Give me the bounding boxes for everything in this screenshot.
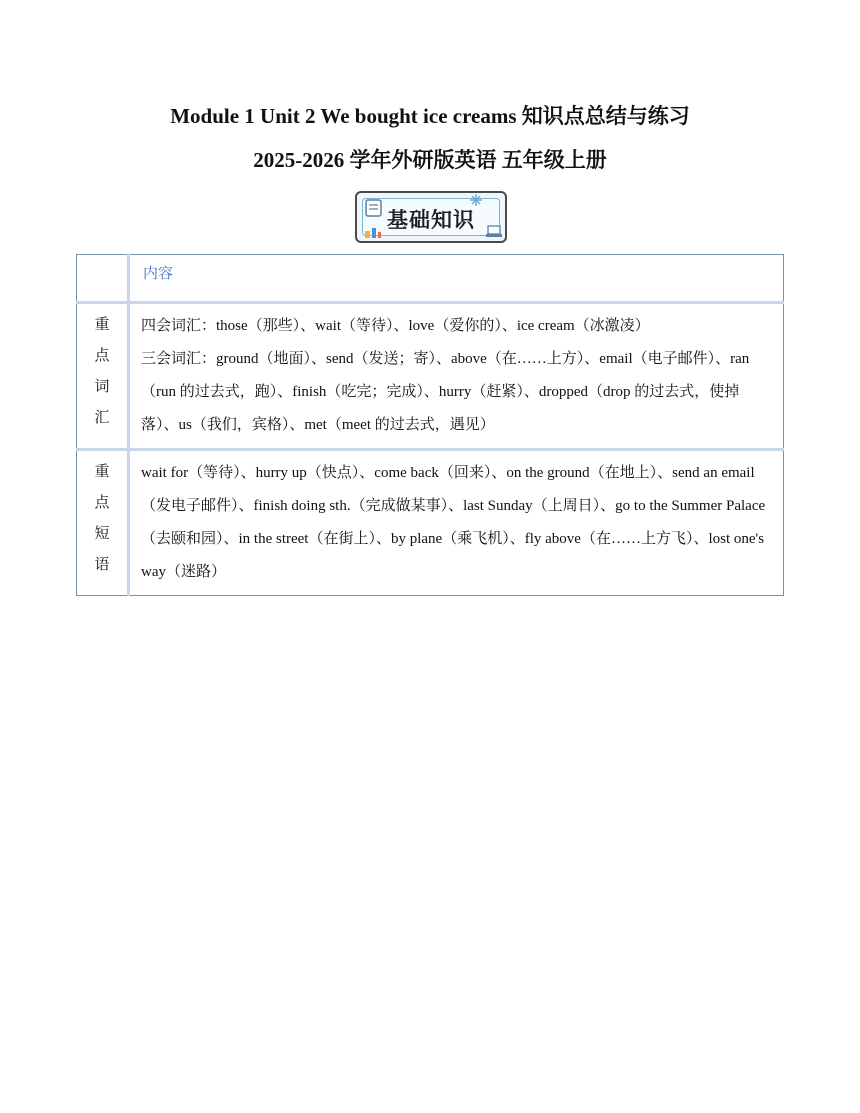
row-head-char: 语 [94,557,110,573]
header-cell-content [129,255,784,303]
row-head-char: 重 [94,317,110,333]
badge-label: 基础知识 [387,208,475,232]
document-subtitle: 2025-2026 学年外研版英语 五年级上册 [253,148,607,172]
row-head-char: 短 [94,526,110,542]
three-skill-vocab: 三会词汇：ground（地面）、send（发送；寄）、above（在……上方）、email（电子邮件）、ran（run 的过去式，跑）、finish（吃完；完成）、hurry（赶紧）、dropped（drop 的过去式，使掉落）、us（我们，宾格）、met（meet 的过去式，遇见） [141,351,750,433]
document-title: Module 1 Unit 2 We bought ice creams 知识点总结与练习 [170,104,690,128]
row-head-char: 词 [94,379,110,395]
header-label: 内容 [143,266,174,282]
section-badge [355,191,507,243]
row-head-char: 汇 [94,410,110,426]
table-row [77,303,784,450]
knowledge-table [76,254,784,596]
four-skill-vocab: 四会词汇：those（那些）、wait（等待）、love（爱你的）、ice cream（冰激凌） [141,318,650,334]
row-head-vocabulary [77,303,129,450]
vocabulary-content [129,303,784,450]
row-head-char: 点 [94,495,110,511]
row-head-phrases [77,450,129,596]
row-head-char: 点 [94,348,110,364]
row-head-char: 重 [94,464,110,480]
header-cell-empty [77,255,129,303]
phrases-content [129,450,784,596]
table-row [77,450,784,596]
table-header-row [77,255,784,303]
phrase-list: wait for（等待）、hurry up（快点）、come back（回来）、on the ground（在地上）、send an email（发电子邮件）、finish doing sth.（完成做某事）、last Sunday（上周日）、go to the Summer Palace（去颐和园）、in the street（在街上）、by plane（乘飞机）、fly above（在……上方飞）、lost one's way（迷路） [141,465,766,580]
